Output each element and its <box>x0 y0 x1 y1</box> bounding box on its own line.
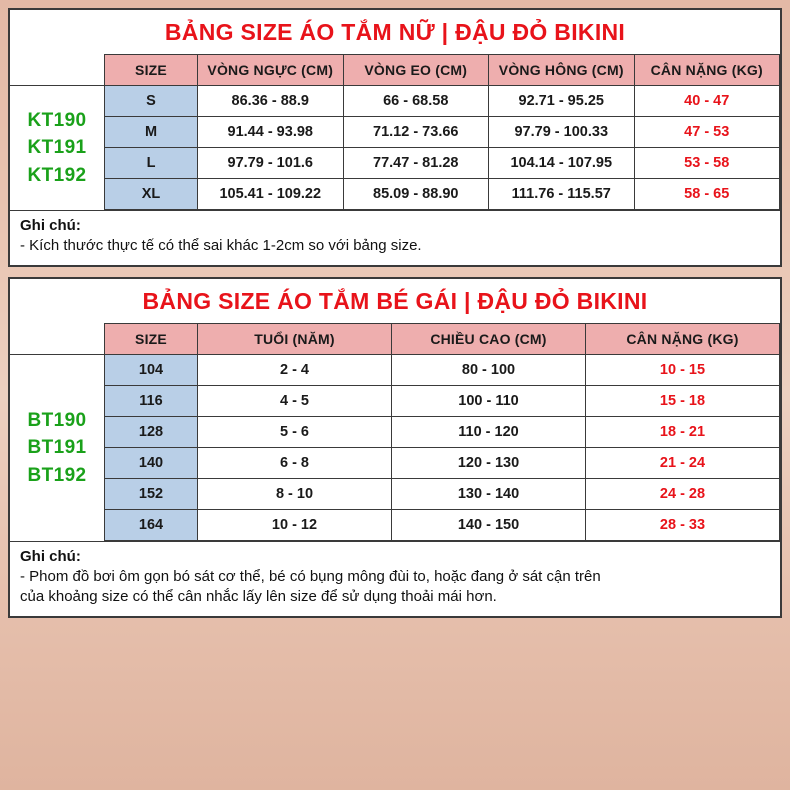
cell-weight: 53 - 58 <box>634 148 780 179</box>
cell-size: M <box>105 117 198 148</box>
product-code: KT191 <box>27 137 87 159</box>
product-code: KT190 <box>27 109 87 131</box>
cell-height: 100 - 110 <box>392 386 586 417</box>
column-header-size: SIZE <box>105 55 198 86</box>
table-row <box>10 417 780 448</box>
cell-age: 8 - 10 <box>198 479 392 510</box>
cell-waist: 77.47 - 81.28 <box>343 148 489 179</box>
column-header-bust: VÒNG NGỰC (CM) <box>198 55 344 86</box>
note-line: của khoảng size có thể cân nhắc lấy lên size để sử dụng thoải mái hơn. <box>20 588 497 606</box>
table-row <box>10 86 780 117</box>
cell-weight: 15 - 18 <box>586 386 780 417</box>
cell-age: 6 - 8 <box>198 448 392 479</box>
column-header-height: CHIỀU CAO (CM) <box>392 324 586 355</box>
cell-size: S <box>105 86 198 117</box>
cell-age: 10 - 12 <box>198 510 392 541</box>
table-row <box>10 448 780 479</box>
girls-note <box>10 541 780 616</box>
table-row <box>10 355 780 386</box>
table-row <box>10 510 780 541</box>
cell-hip: 111.76 - 115.57 <box>489 179 635 210</box>
note-line: - Phom đồ bơi ôm gọn bó sát cơ thể, bé có bụng mông đùi to, hoặc đang ở sát cận trên <box>20 568 601 586</box>
cell-bust: 97.79 - 101.6 <box>198 148 344 179</box>
cell-weight: 58 - 65 <box>634 179 780 210</box>
cell-weight: 47 - 53 <box>634 117 780 148</box>
cell-weight: 40 - 47 <box>634 86 780 117</box>
column-header-hip: VÒNG HÔNG (CM) <box>489 55 635 86</box>
cell-bust: 86.36 - 88.9 <box>198 86 344 117</box>
cell-height: 130 - 140 <box>392 479 586 510</box>
column-header-size: SIZE <box>105 324 198 355</box>
product-code: BT191 <box>27 437 87 459</box>
note-title: Ghi chú: <box>20 217 81 235</box>
cell-size: 140 <box>105 448 198 479</box>
cell-height: 120 - 130 <box>392 448 586 479</box>
cell-waist: 85.09 - 88.90 <box>343 179 489 210</box>
cell-bust: 91.44 - 93.98 <box>198 117 344 148</box>
product-code-cell <box>10 355 105 541</box>
women-size-card <box>8 8 782 267</box>
women-note <box>10 210 780 265</box>
cell-hip: 92.71 - 95.25 <box>489 86 635 117</box>
cell-weight: 10 - 15 <box>586 355 780 386</box>
cell-age: 2 - 4 <box>198 355 392 386</box>
column-header-weight: CÂN NẶNG (KG) <box>634 55 780 86</box>
table-row <box>10 479 780 510</box>
girls-size-card <box>8 277 782 618</box>
column-header-weight: CÂN NẶNG (KG) <box>586 324 780 355</box>
women-size-table <box>10 54 780 210</box>
table-row <box>10 117 780 148</box>
cell-size: 152 <box>105 479 198 510</box>
column-header-waist: VÒNG EO (CM) <box>343 55 489 86</box>
table-header-row <box>10 324 780 355</box>
cell-weight: 28 - 33 <box>586 510 780 541</box>
cell-size: 164 <box>105 510 198 541</box>
girls-size-table <box>10 323 780 541</box>
corner-cell <box>10 324 105 355</box>
cell-age: 4 - 5 <box>198 386 392 417</box>
cell-size: 128 <box>105 417 198 448</box>
note-title: Ghi chú: <box>20 548 81 566</box>
cell-bust: 105.41 - 109.22 <box>198 179 344 210</box>
note-line: - Kích thước thực tế có thể sai khác 1-2cm so với bảng size. <box>20 237 422 255</box>
cell-size: 104 <box>105 355 198 386</box>
table-row <box>10 148 780 179</box>
cell-height: 140 - 150 <box>392 510 586 541</box>
product-code-cell <box>10 86 105 210</box>
product-code: KT192 <box>27 164 87 186</box>
cell-size: 116 <box>105 386 198 417</box>
cell-hip: 104.14 - 107.95 <box>489 148 635 179</box>
cell-age: 5 - 6 <box>198 417 392 448</box>
table-header-row <box>10 55 780 86</box>
cell-weight: 24 - 28 <box>586 479 780 510</box>
column-header-age: TUỔI (NĂM) <box>198 324 392 355</box>
cell-weight: 18 - 21 <box>586 417 780 448</box>
corner-cell <box>10 55 105 86</box>
cell-waist: 66 - 68.58 <box>343 86 489 117</box>
girls-size-title: BẢNG SIZE ÁO TẮM BÉ GÁI | ĐẬU ĐỎ BIKINI <box>142 288 648 315</box>
cell-size: XL <box>105 179 198 210</box>
cell-height: 110 - 120 <box>392 417 586 448</box>
cell-weight: 21 - 24 <box>586 448 780 479</box>
cell-size: L <box>105 148 198 179</box>
cell-waist: 71.12 - 73.66 <box>343 117 489 148</box>
product-code: BT190 <box>27 409 87 431</box>
cell-height: 80 - 100 <box>392 355 586 386</box>
product-code: BT192 <box>27 464 87 486</box>
table-row <box>10 386 780 417</box>
table-row <box>10 179 780 210</box>
women-size-title: BẢNG SIZE ÁO TẮM NỮ | ĐẬU ĐỎ BIKINI <box>164 19 626 45</box>
cell-hip: 97.79 - 100.33 <box>489 117 635 148</box>
